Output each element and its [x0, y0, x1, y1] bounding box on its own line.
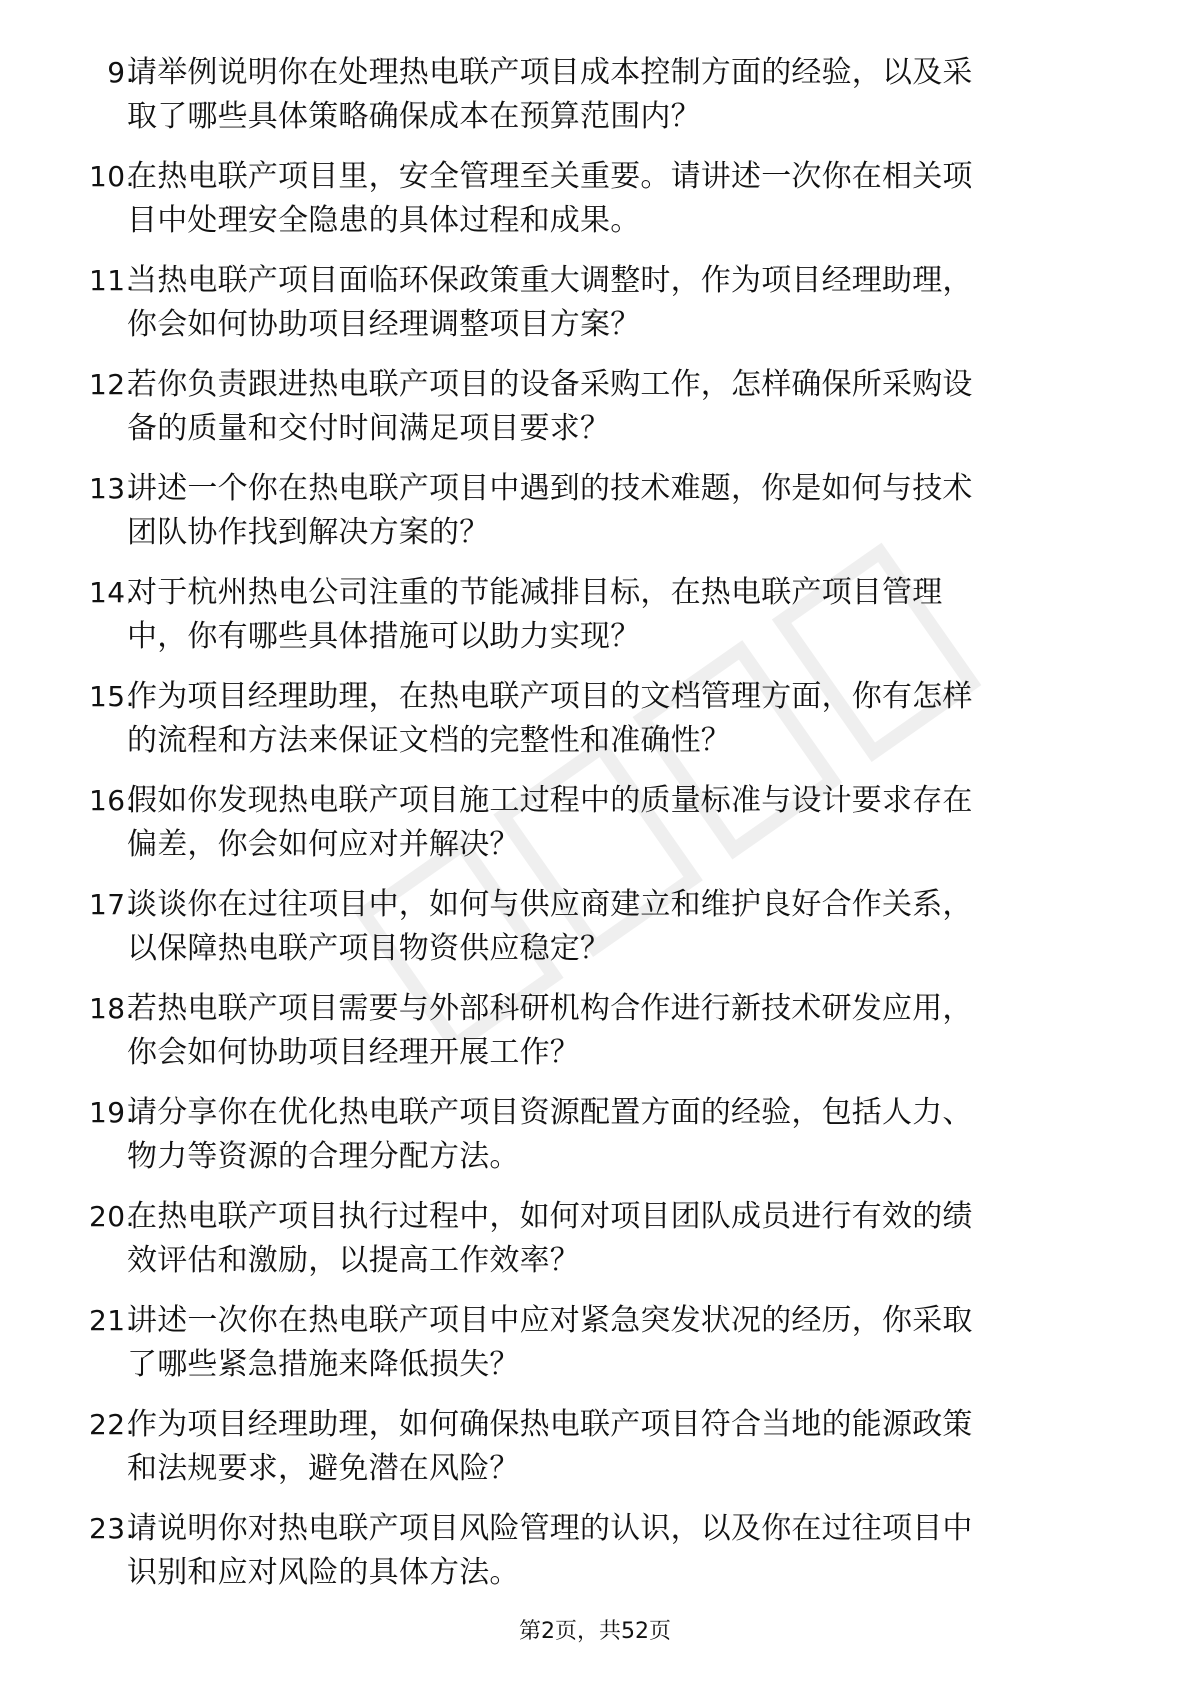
question-line: 取了哪些具体策略确保成本在预算范围内？ — [127, 99, 701, 134]
question-line: 备的质量和交付时间满足项目要求？ — [127, 411, 611, 446]
question-number: 13. — [88, 472, 135, 505]
question-line: 作为项目经理助理，在热电联产项目的文档管理方面，你有怎样 — [127, 679, 973, 714]
question-line: 物力等资源的合理分配方法。 — [127, 1139, 520, 1174]
question-text — [127, 1091, 1127, 1179]
question-number: 11. — [88, 264, 135, 297]
question-number: 10. — [88, 160, 135, 193]
question-line: 了哪些紧急措施来降低损失？ — [127, 1347, 520, 1382]
question-line: 识别和应对风险的具体方法。 — [127, 1555, 520, 1590]
question-item — [0, 51, 1190, 155]
question-line: 和法规要求，避免潜在风险？ — [127, 1451, 520, 1486]
question-number: 12. — [88, 368, 135, 401]
question-line: 请分享你在优化热电联产项目资源配置方面的经验，包括人力、 — [127, 1095, 973, 1130]
question-number: 17. — [88, 888, 135, 921]
question-item — [0, 1507, 1190, 1611]
question-line: 在热电联产项目执行过程中，如何对项目团队成员进行有效的绩 — [127, 1199, 973, 1234]
question-text — [127, 467, 1127, 555]
question-item — [0, 779, 1190, 883]
question-item — [0, 155, 1190, 259]
question-line: 的流程和方法来保证文档的完整性和准确性？ — [127, 723, 731, 758]
question-item — [0, 675, 1190, 779]
question-number: 15. — [88, 680, 135, 713]
question-number: 19. — [88, 1096, 135, 1129]
question-text — [127, 51, 1127, 139]
question-line: 以保障热电联产项目物资供应稳定？ — [127, 931, 611, 966]
question-line: 效评估和激励，以提高工作效率？ — [127, 1243, 580, 1278]
question-item — [0, 1403, 1190, 1507]
question-number: 20. — [88, 1200, 135, 1233]
question-line: 请说明你对热电联产项目风险管理的认识，以及你在过往项目中 — [127, 1511, 973, 1546]
question-list — [0, 51, 1190, 1611]
question-line: 偏差，你会如何应对并解决？ — [127, 827, 520, 862]
question-item — [0, 467, 1190, 571]
question-text — [127, 1299, 1127, 1387]
question-item — [0, 1299, 1190, 1403]
question-item — [0, 363, 1190, 467]
question-text — [127, 883, 1127, 971]
question-line: 目中处理安全隐患的具体过程和成果。 — [127, 203, 641, 238]
question-number: 23. — [88, 1512, 135, 1545]
question-line: 若热电联产项目需要与外部科研机构合作进行新技术研发应用， — [127, 991, 973, 1026]
question-text — [127, 155, 1127, 243]
question-number: 9. — [107, 56, 135, 89]
question-text — [127, 987, 1127, 1075]
question-number: 16. — [88, 784, 135, 817]
question-line: 团队协作找到解决方案的？ — [127, 515, 490, 550]
question-text — [127, 1195, 1127, 1283]
question-text — [127, 1507, 1127, 1595]
question-line: 谈谈你在过往项目中，如何与供应商建立和维护良好合作关系， — [127, 887, 973, 922]
question-number: 22. — [88, 1408, 135, 1441]
question-line: 你会如何协助项目经理调整项目方案？ — [127, 307, 641, 342]
question-text — [127, 675, 1127, 763]
question-text — [127, 1403, 1127, 1491]
question-line: 讲述一个你在热电联产项目中遇到的技术难题，你是如何与技术 — [127, 471, 973, 506]
page-indicator: 第2页，共52页 — [519, 1619, 671, 1644]
question-item — [0, 259, 1190, 363]
question-item — [0, 987, 1190, 1091]
question-line: 若你负责跟进热电联产项目的设备采购工作，怎样确保所采购设 — [127, 367, 973, 402]
question-line: 请举例说明你在处理热电联产项目成本控制方面的经验，以及采 — [127, 55, 973, 90]
question-number: 21. — [88, 1304, 135, 1337]
question-text — [127, 363, 1127, 451]
question-line: 对于杭州热电公司注重的节能减排目标，在热电联产项目管理 — [127, 575, 943, 610]
question-number: 14. — [88, 576, 135, 609]
question-item — [0, 1091, 1190, 1195]
question-line: 中，你有哪些具体措施可以助力实现？ — [127, 619, 641, 654]
question-line: 当热电联产项目面临环保政策重大调整时，作为项目经理助理， — [127, 263, 973, 298]
page-footer — [0, 1617, 1190, 1647]
question-item — [0, 571, 1190, 675]
question-item — [0, 1195, 1190, 1299]
question-text — [127, 779, 1127, 867]
question-number: 18. — [88, 992, 135, 1025]
question-text — [127, 259, 1127, 347]
question-line: 作为项目经理助理，如何确保热电联产项目符合当地的能源政策 — [127, 1407, 973, 1442]
question-line: 在热电联产项目里，安全管理至关重要。请讲述一次你在相关项 — [127, 159, 973, 194]
question-line: 讲述一次你在热电联产项目中应对紧急突发状况的经历，你采取 — [127, 1303, 973, 1338]
question-item — [0, 883, 1190, 987]
question-line: 你会如何协助项目经理开展工作？ — [127, 1035, 580, 1070]
question-line: 假如你发现热电联产项目施工过程中的质量标准与设计要求存在 — [127, 783, 973, 818]
question-text — [127, 571, 1127, 659]
